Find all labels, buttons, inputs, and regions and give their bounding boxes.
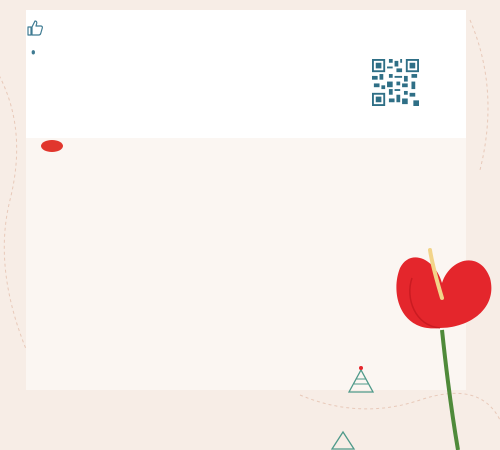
europ-assistance-logo — [30, 140, 74, 174]
feature-list — [30, 46, 330, 47]
logo-mark — [41, 140, 63, 152]
tree-doodle-icon — [330, 430, 356, 450]
cake-doodle-icon — [345, 364, 377, 394]
section-header — [26, 20, 50, 40]
table-header — [30, 191, 425, 198]
qr-code-icon[interactable] — [372, 59, 419, 106]
thumbs-up-icon — [26, 19, 44, 41]
anthurium-flower-icon — [380, 238, 500, 450]
